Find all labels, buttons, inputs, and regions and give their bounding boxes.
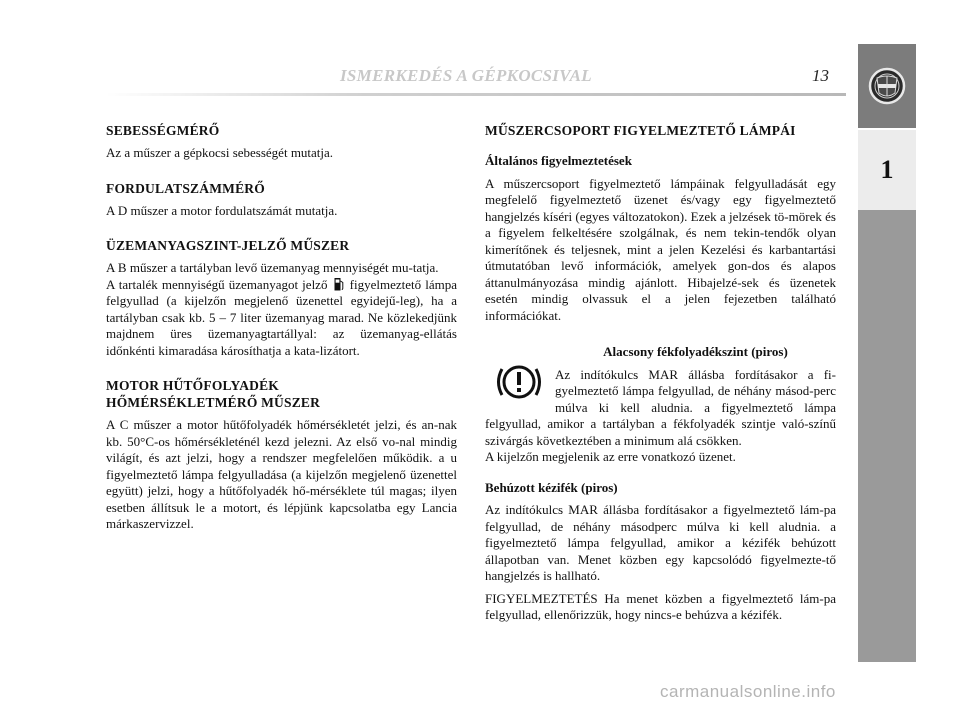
sidebar-logo-area bbox=[858, 44, 916, 128]
right-column bbox=[485, 122, 836, 624]
brake-warning-icon bbox=[493, 356, 545, 408]
chapter-sidebar bbox=[858, 44, 916, 662]
fuel-gauge-text-2 bbox=[106, 277, 457, 360]
watermark: carmanualsonline.info bbox=[660, 682, 836, 701]
coolant-heading-line2: HŐMÉRSÉKLETMÉRŐ MŰSZER bbox=[106, 395, 321, 410]
general-warnings-text: A műszercsoport figyelmeztető lámpáinak felgyulladását egy megfelelő figyelmeztető üzenet és/vagy egy figyelmeztető hangjelzés kíséri (egyes változatokon). Ezek a jelzések tö-mörek és a figyelem felkeltésére szolgálnak, és nem tekin-tendők olyan kimerítőnek és teljesnek, mint a jelen Kezelési és karbantartási útmutatóban levő információk, amelyek gon-dos és alapos áttanulmányozása mindig ajánlott. Hibajelzé-sek és üzenetek esetén mindig olvassuk el a jelen fejezetben található információkat. bbox=[485, 175, 836, 323]
tachometer-text: A D műszer a motor fordulatszámát mutatja. bbox=[106, 202, 338, 218]
general-warnings-subheading: Általános figyelmeztetések bbox=[485, 153, 632, 168]
brake-fluid-text-2: A kijelzőn megjelenik az erre vonatkozó üzenet. bbox=[485, 449, 736, 464]
handbrake-warning-text: FIGYELMEZTETÉS Ha menet közben a figyelmeztető lám-pa felgyullad, ellenőrizzük, hogy nincs-e behúzva a kézifék. bbox=[485, 590, 836, 622]
warning-lights-heading: MŰSZERCSOPORT FIGYELMEZTETŐ LÁMPÁI bbox=[485, 123, 796, 138]
chapter-number: 1 bbox=[880, 155, 894, 184]
coolant-heading-line1: MOTOR HŰTŐFOLYADÉK bbox=[106, 378, 280, 393]
fuel-gauge-heading: ÜZEMANYAGSZINT-JELZŐ MŰSZER bbox=[106, 238, 350, 253]
brake-fluid-block bbox=[485, 344, 836, 466]
tachometer-heading: FORDULATSZÁMMÉRŐ bbox=[106, 180, 265, 196]
brake-fluid-title: Alacsony fékfolyadékszint (piros) bbox=[603, 344, 788, 359]
fuel-text-after: figyelmeztető lámpa felgyullad (a kijelzőn megjelenő üzenettel egyidejű-leg), ha a tartályban csak kb. 5 – 7 liter üzemanyag marad. Ne közlekedjünk majdnem üres üzemanyagtartállyal: az üzemanyag-ellátás időnkénti kimaradása károsíthatja a kata-lizátort. bbox=[106, 276, 458, 358]
lancia-logo-icon bbox=[867, 66, 907, 106]
fuel-gauge-text-1: A B műszer a tartályban levő üzemanyag mennyiségét mu-tatja. bbox=[106, 260, 439, 275]
header-rule bbox=[106, 93, 846, 96]
speedometer-heading: SEBESSÉGMÉRŐ bbox=[106, 123, 220, 138]
brake-fluid-text: Az indítókulcs MAR állásba fordításakor a fi-gyelmeztető lámpa felgyullad, de néhány másod-perc múlva ki kell aludnia. a figyelmeztető lámpa felgyullad, amikor a tartályban a fékfolyadék szintje való-színű szivárgás következtében a minimum alá csökken. bbox=[485, 366, 836, 448]
fuel-pump-icon bbox=[334, 277, 344, 291]
speedometer-text: Az a műszer a gépkocsi sebességét mutatja. bbox=[106, 145, 334, 160]
header-title: ISMERKEDÉS A GÉPKOCSIVAL bbox=[340, 66, 592, 85]
page-number: 13 bbox=[812, 66, 829, 85]
fuel-text-before: A tartalék mennyiségű üzemanyagot jelző bbox=[106, 276, 328, 292]
left-column bbox=[106, 122, 457, 533]
coolant-text: A C műszer a motor hűtőfolyadék hőmérsékletét jelzi, és an-nak kb. 50°C-os hőmérsékleténél kezd jelezni. Az első vo-nal mindig világít, és azt jelzi, hogy a rendszer megfelelően működik. a u figyelmeztető lámpa felgyulladása (a kijelzőn megjelenő üzenettel együtt) jelzi, hogy a hűtőfolyadék hő-mérséklete túl magas; ilyen esetben állítsuk le a motort, és lépjünk kapcsolatba egy Lancia márkaszervizzel. bbox=[106, 417, 457, 531]
handbrake-text: Az indítókulcs MAR állásba fordításakor a figyelmeztető lám-pa felgyullad, de néhány másodperc múlva ki kell aludnia. a figyelmeztető lámpa felgyullad, amikor a kézifék behúzott állapotban van. Menet közben egy kapcsolódó figyelmezte-tő hangjelzés is hallható. bbox=[485, 502, 836, 583]
chapter-tab[interactable] bbox=[858, 130, 916, 210]
handbrake-subheading: Behúzott kézifék (piros) bbox=[485, 479, 618, 495]
